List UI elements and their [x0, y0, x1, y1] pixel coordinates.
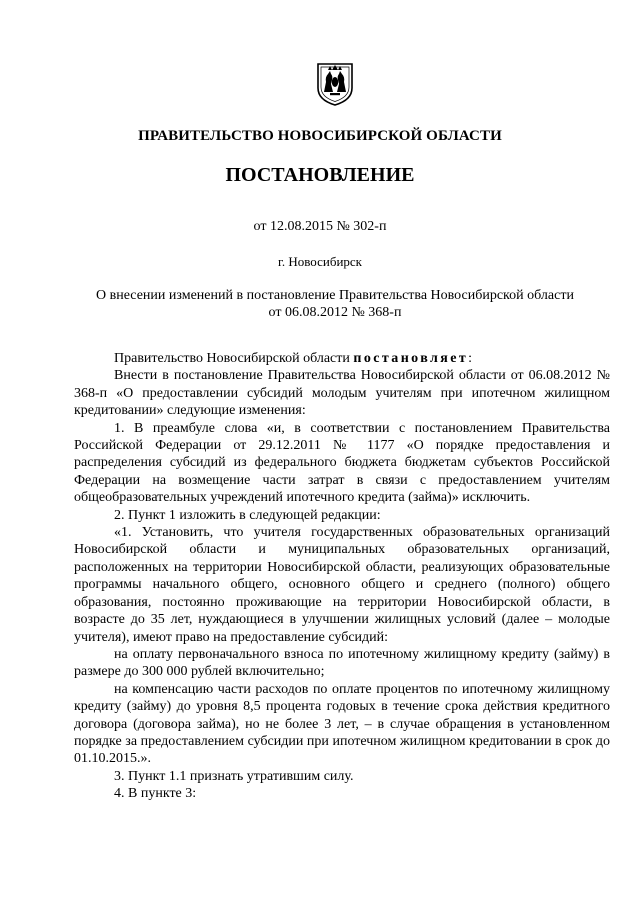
body-paragraph: «1. Установить, что учителя государственных образовательных организаций Новосибирской области и муниципальных образовательных организаций, расположенных на территории Новосибирской области, реализующих образовательные программы начального общего, основного общего и среднего (полного) общего образования, постоянно проживающие на территории Новосибирской области, в возрасте до 35 лет, нуждающиеся в улучшении жилищных условий (далее – молодые учителя), имеют право на предоставление субсидий:	[74, 525, 610, 645]
body-paragraph: 3. Пункт 1.1 признать утратившим силу.	[114, 768, 354, 784]
organization-name: ПРАВИТЕЛЬСТВО НОВОСИБИРСКОЙ ОБЛАСТИ	[138, 128, 502, 144]
subject-line-2: от 06.08.2012 № 368-п	[268, 305, 402, 320]
intro-paragraph	[74, 350, 610, 367]
subject-line-1: О внесении изменений в постановление Правительства Новосибирской области	[96, 288, 574, 303]
body-paragraph: на компенсацию части расходов по оплате процентов по ипотечному жилищному кредиту (займу) до уровня 8,5 процента годовых в течение срока действия кредитного договора (договора займа), но не более 3 лет, – в случае обращения в установленном порядке за предоставлением субсидии при ипотечном жилищном кредитовании в срок до 01.10.2015.».	[74, 681, 610, 767]
intro-decree-word: постановляет	[353, 351, 469, 366]
coat-of-arms-icon	[316, 62, 354, 106]
intro-prefix: Правительство Новосибирской области	[114, 351, 354, 366]
body-paragraph: на оплату первоначального взноса по ипотечному жилищному кредиту (займу) в размере до 300 000 рублей включительно;	[74, 646, 610, 680]
intro-suffix: :	[468, 351, 473, 366]
document-city: г. Новосибирск	[277, 254, 362, 269]
document-subject	[60, 287, 610, 321]
document-date-number: от 12.08.2015 № 302-п	[253, 219, 387, 234]
body-paragraph: 1. В преамбуле слова «и, в соответствии с постановлением Правительства Российской Федерации от 29.12.2011 № 1177 «О порядке предоставления и распределения субсидий из федерального бюджета бюджетам субъектов Российской Федерации на возмещение части затрат в связи с предоставлением учителям общеобразовательных учреждений ипотечного кредита (займа)» исключить.	[74, 420, 610, 506]
body-paragraph: 2. Пункт 1 изложить в следующей редакции:	[114, 507, 381, 523]
document-type-title: ПОСТАНОВЛЕНИЕ	[225, 164, 415, 186]
body-paragraph: 4. В пункте 3:	[114, 786, 197, 802]
body-paragraph: Внести в постановление Правительства Новосибирской области от 06.08.2012 № 368-п «О предоставлении субсидий молодым учителям при ипотечном жилищном кредитовании» следующие изменения:	[74, 368, 610, 419]
document-body	[74, 350, 610, 803]
